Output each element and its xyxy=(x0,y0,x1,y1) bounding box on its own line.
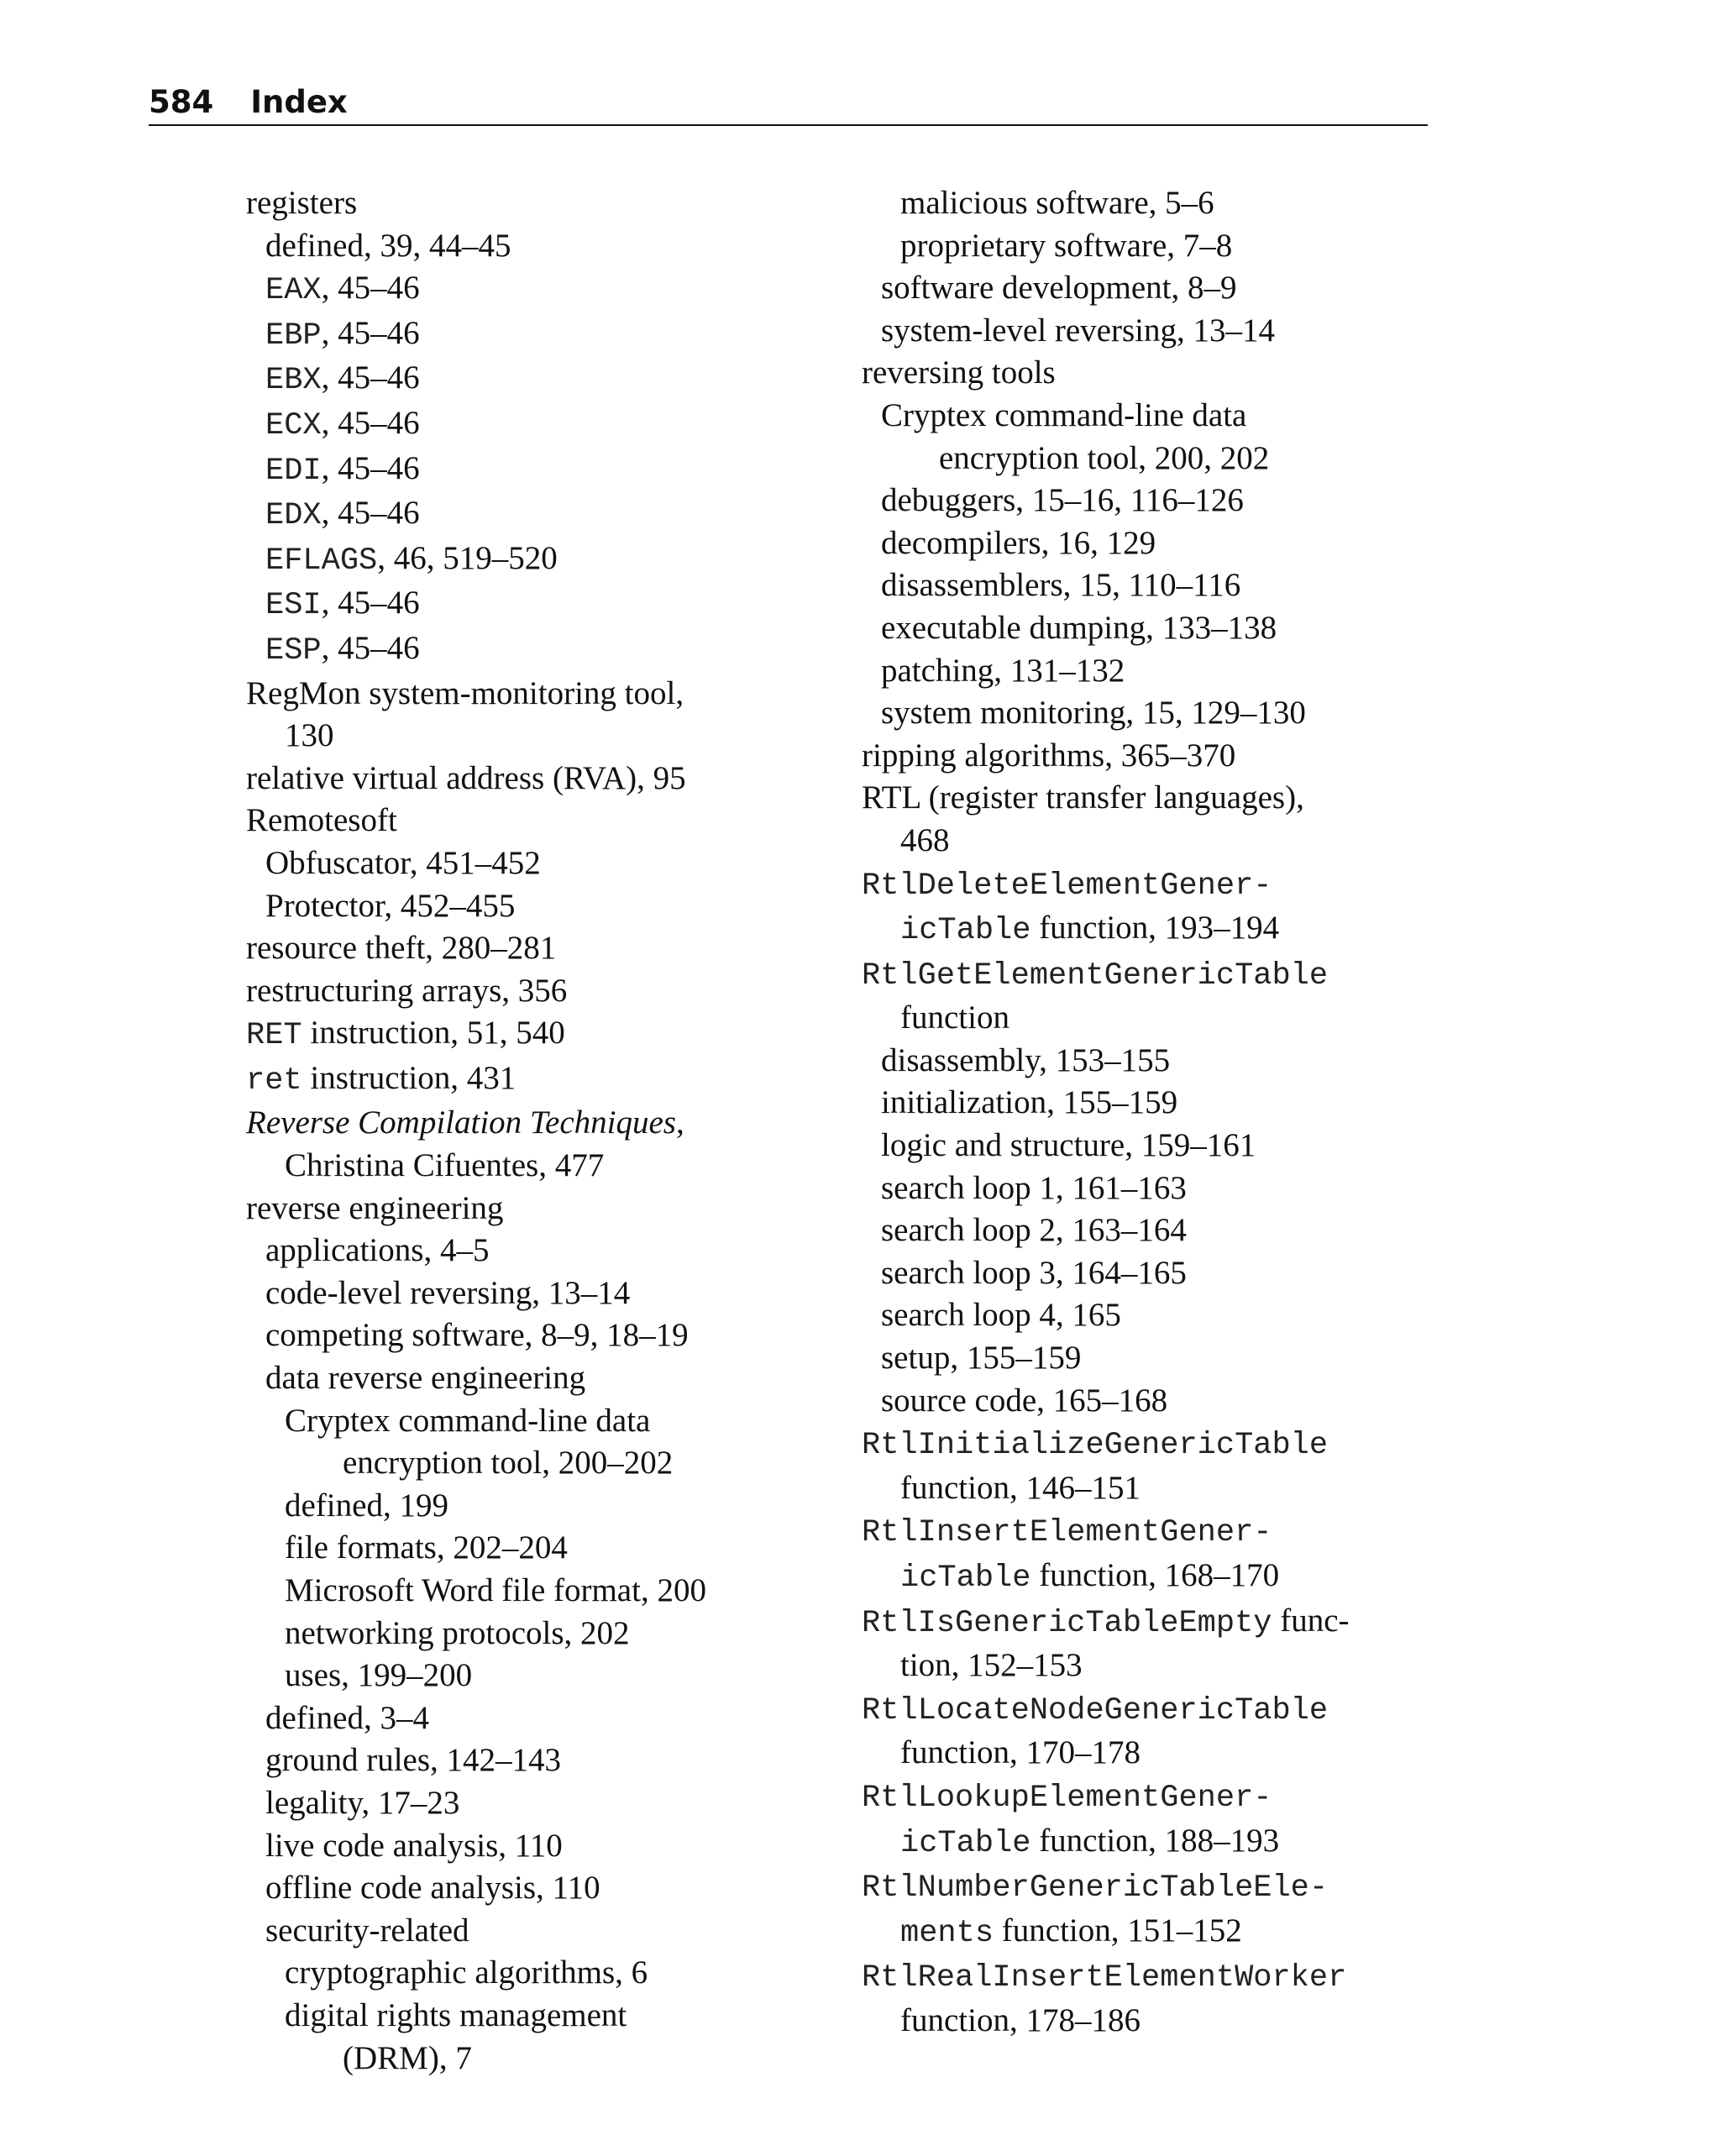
entry-text: Cryptex command-line data xyxy=(881,396,1247,433)
entry-remotesoft-protector xyxy=(246,885,784,928)
entry-text: restructuring arrays, 356 xyxy=(246,972,568,1009)
entry-text: data reverse engineering xyxy=(265,1360,586,1397)
entry-ripping-algorithms xyxy=(862,735,1450,778)
entry-ret-lower xyxy=(246,1057,784,1103)
entry-text: , 45–46 xyxy=(321,449,420,486)
entry-text: software development, 8–9 xyxy=(881,270,1237,307)
code-term: ESI xyxy=(265,588,322,624)
entry-esi xyxy=(246,582,784,627)
entry-text: , 45–46 xyxy=(321,629,420,666)
entry-text: proprietary software, 7–8 xyxy=(900,227,1233,264)
index-column-left xyxy=(246,182,784,2080)
entry-rtl-realinsert-cont xyxy=(862,2000,1450,2043)
code-term: RtlIsGenericTableEmpty xyxy=(862,1605,1272,1641)
code-term: RtlNumberGenericTableEle- xyxy=(862,1870,1329,1907)
entry-reverse-engineering xyxy=(246,1188,784,1230)
entry-rtl xyxy=(862,777,1450,820)
entry-regmon xyxy=(246,673,784,716)
header-rule xyxy=(149,124,1428,126)
entry-text: system monitoring, 15, 129–130 xyxy=(881,695,1306,732)
entry-proprietary-software xyxy=(862,225,1450,268)
code-term: RtlGetElementGenericTable xyxy=(862,957,1329,994)
entry-text: defined, 199 xyxy=(285,1487,448,1524)
code-term: EDI xyxy=(265,453,322,489)
entry-text: source code, 165–168 xyxy=(881,1382,1168,1419)
entry-re-ground-rules xyxy=(246,1739,784,1782)
entry-text: file formats, 202–204 xyxy=(285,1529,568,1566)
entry-text: Cryptex command-line data xyxy=(285,1402,651,1439)
code-term: RET xyxy=(246,1018,302,1054)
entry-edi xyxy=(246,448,784,493)
entry-rt-cryptex-cont xyxy=(862,438,1450,480)
entry-text: code-level reversing, 13–14 xyxy=(265,1274,631,1311)
entry-re-competing xyxy=(246,1314,784,1357)
entry-text: func- xyxy=(1272,1602,1350,1639)
entry-text: live code analysis, 110 xyxy=(265,1827,563,1864)
entry-rtl-get-disassembly xyxy=(862,1040,1450,1083)
code-term: ESP xyxy=(265,632,322,669)
entry-reverse-compilation xyxy=(246,1102,784,1145)
entry-re-code-level xyxy=(246,1272,784,1315)
entry-text: search loop 3, 164–165 xyxy=(881,1254,1187,1291)
entry-text: 468 xyxy=(900,821,950,858)
entry-re-data-word xyxy=(246,1570,784,1613)
entry-rtl-get-logic xyxy=(862,1125,1450,1167)
entry-text: search loop 1, 161–163 xyxy=(881,1169,1187,1206)
entry-text: 130 xyxy=(285,717,334,754)
entry-text: debuggers, 15–16, 116–126 xyxy=(881,482,1244,519)
entry-text: , 46, 519–520 xyxy=(377,539,558,576)
entry-rtl-get-initialization xyxy=(862,1082,1450,1125)
entry-re-data-cryptex xyxy=(246,1400,784,1443)
entry-esp xyxy=(246,627,784,673)
entry-text: competing software, 8–9, 18–19 xyxy=(265,1317,689,1354)
entry-text: reversing tools xyxy=(862,354,1056,391)
entry-text: , 45–46 xyxy=(321,404,420,441)
code-term: RtlLocateNodeGenericTable xyxy=(862,1692,1329,1728)
entry-re-data-defined xyxy=(246,1485,784,1528)
entry-text: logic and structure, 159–161 xyxy=(881,1127,1256,1164)
entry-ecx xyxy=(246,402,784,448)
entry-rtl-locate-cont xyxy=(862,1732,1450,1775)
entry-re-data-networking xyxy=(246,1613,784,1655)
code-term: icTable xyxy=(900,1825,1031,1861)
code-term: ments xyxy=(900,1915,994,1951)
code-term: EDX xyxy=(265,498,322,534)
entry-re-data-cryptex-cont xyxy=(246,1442,784,1485)
entry-text: , 45–46 xyxy=(321,495,420,532)
entry-text: initialization, 155–159 xyxy=(881,1084,1178,1121)
entry-rtl-lookup-cont xyxy=(862,1820,1450,1865)
entry-text: offline code analysis, 110 xyxy=(265,1870,600,1907)
running-header xyxy=(149,84,1428,121)
entry-re-data-file-formats xyxy=(246,1527,784,1570)
entry-rtl-get-search3 xyxy=(862,1252,1450,1295)
entry-text: setup, 155–159 xyxy=(881,1340,1082,1377)
section-title: Index xyxy=(250,84,348,120)
entry-text: ripping algorithms, 365–370 xyxy=(862,737,1236,774)
code-term: icTable xyxy=(900,913,1031,949)
entry-text: tion, 152–153 xyxy=(900,1647,1083,1684)
entry-text: instruction, 51, 540 xyxy=(302,1015,565,1052)
entry-text: search loop 2, 163–164 xyxy=(881,1212,1187,1249)
entry-ebp xyxy=(246,312,784,358)
code-term: icTable xyxy=(900,1561,1031,1596)
entry-text: function, 168–170 xyxy=(1030,1557,1280,1593)
entry-text: patching, 131–132 xyxy=(881,652,1125,689)
entry-re-data-uses xyxy=(246,1655,784,1697)
entry-text: Christina Cifuentes, 477 xyxy=(285,1147,605,1184)
code-term: RtlDeleteElementGener- xyxy=(862,868,1272,904)
entry-rtl-locate xyxy=(862,1687,1450,1733)
code-term: EBX xyxy=(265,363,322,399)
entry-remotesoft xyxy=(246,800,784,842)
entry-text: relative virtual address (RVA), 95 xyxy=(246,759,686,796)
entry-rtl-get-source xyxy=(862,1380,1450,1423)
entry-system-level-reversing xyxy=(862,310,1450,353)
entry-rtl-get-search2 xyxy=(862,1209,1450,1252)
entry-rtl-get-search4 xyxy=(862,1294,1450,1337)
entry-rtl-get-search1 xyxy=(862,1167,1450,1210)
entry-rtl-isempty xyxy=(862,1600,1450,1645)
entry-text: encryption tool, 200–202 xyxy=(343,1445,674,1482)
entry-text: reverse engineering xyxy=(246,1189,504,1226)
entry-rt-system-monitoring xyxy=(862,692,1450,735)
entry-rtl-get xyxy=(862,952,1450,998)
entry-rtl-number xyxy=(862,1865,1450,1910)
entry-rtl-cont xyxy=(862,820,1450,863)
code-term: RtlRealInsertElementWorker xyxy=(862,1960,1347,1996)
entry-rtl-insert-cont xyxy=(862,1555,1450,1600)
entry-text: security-related xyxy=(265,1912,469,1949)
entry-rt-decompilers xyxy=(862,522,1450,565)
entry-text: , xyxy=(676,1104,684,1141)
entry-text: networking protocols, 202 xyxy=(285,1614,630,1651)
entry-reverse-compilation-cont xyxy=(246,1145,784,1188)
entry-text: (DRM), 7 xyxy=(343,2039,472,2076)
entry-registers xyxy=(246,182,784,225)
code-term: RtlLookupElementGener- xyxy=(862,1780,1272,1816)
entry-re-security-drm xyxy=(246,1995,784,2038)
entry-malicious-software xyxy=(862,182,1450,225)
entry-re-legality xyxy=(246,1782,784,1825)
entry-text: RegMon system-monitoring tool, xyxy=(246,674,684,711)
code-term: RtlInsertElementGener- xyxy=(862,1515,1272,1551)
entry-text: , 45–46 xyxy=(321,585,420,622)
entry-re-security xyxy=(246,1910,784,1953)
entry-ebx xyxy=(246,357,784,402)
entry-re-data xyxy=(246,1357,784,1400)
entry-rtl-delete xyxy=(862,863,1450,908)
entry-re-live-code xyxy=(246,1825,784,1868)
entry-text: resource theft, 280–281 xyxy=(246,930,557,967)
entry-eflags xyxy=(246,538,784,583)
entry-rtl-isempty-cont xyxy=(862,1645,1450,1687)
entry-software-development xyxy=(862,267,1450,310)
entry-text: disassembly, 153–155 xyxy=(881,1041,1171,1078)
code-term: EBP xyxy=(265,317,322,354)
entry-text: ground rules, 142–143 xyxy=(265,1742,562,1779)
entry-text: encryption tool, 200, 202 xyxy=(939,439,1270,476)
entry-text: , 45–46 xyxy=(321,314,420,351)
entry-reversing-tools xyxy=(862,352,1450,395)
entry-text: Protector, 452–455 xyxy=(265,887,516,924)
entry-text: system-level reversing, 13–14 xyxy=(881,312,1275,349)
entry-rtl-realinsert xyxy=(862,1954,1450,2000)
entry-text: Microsoft Word file format, 200 xyxy=(285,1572,706,1608)
entry-text: , 45–46 xyxy=(321,270,420,307)
entry-text: function, 170–178 xyxy=(900,1734,1141,1771)
entry-rtl-get-setup xyxy=(862,1337,1450,1380)
entry-text: disassemblers, 15, 110–116 xyxy=(881,567,1241,604)
entry-rt-patching xyxy=(862,650,1450,693)
entry-restructuring-arrays xyxy=(246,970,784,1013)
entry-rtl-initialize-cont xyxy=(862,1467,1450,1510)
entry-text: Remotesoft xyxy=(246,802,397,839)
entry-text: digital rights management xyxy=(285,1996,627,2033)
entry-rtl-get-cont xyxy=(862,997,1450,1040)
entry-rtl-delete-cont xyxy=(862,907,1450,952)
entry-text: defined, 3–4 xyxy=(265,1699,429,1736)
code-term: EFLAGS xyxy=(265,543,378,579)
entry-text: decompilers, 16, 129 xyxy=(881,524,1156,561)
entry-text: uses, 199–200 xyxy=(285,1657,473,1694)
page-number: 584 xyxy=(149,84,214,120)
code-term: RtlInitializeGenericTable xyxy=(862,1428,1329,1464)
entry-regmon-cont xyxy=(246,715,784,758)
entry-re-security-drm-cont xyxy=(246,2038,784,2080)
code-term: ECX xyxy=(265,407,322,443)
entry-resource-theft xyxy=(246,927,784,970)
entry-rt-executable-dumping xyxy=(862,607,1450,650)
entry-re-security-crypto xyxy=(246,1952,784,1995)
entry-text: function, 151–152 xyxy=(994,1912,1242,1949)
entry-text: registers xyxy=(246,185,358,221)
entry-rtl-number-cont xyxy=(862,1910,1450,1955)
code-term: ret xyxy=(246,1062,302,1099)
entry-rt-debuggers xyxy=(862,480,1450,522)
entry-rtl-lookup xyxy=(862,1775,1450,1820)
entry-remotesoft-obfuscator xyxy=(246,842,784,885)
entry-edx xyxy=(246,492,784,538)
entry-text: cryptographic algorithms, 6 xyxy=(285,1954,648,1991)
entry-text: malicious software, 5–6 xyxy=(900,185,1214,221)
entry-text: defined, 39, 44–45 xyxy=(265,227,511,264)
entry-rt-disassemblers xyxy=(862,564,1450,607)
entry-re-offline-code xyxy=(246,1867,784,1910)
entry-re-applications xyxy=(246,1230,784,1272)
entry-text: function xyxy=(900,999,1009,1036)
entry-rtl-insert xyxy=(862,1509,1450,1555)
entry-text: legality, 17–23 xyxy=(265,1784,460,1821)
entry-text: RTL (register transfer languages), xyxy=(862,779,1304,816)
entry-re-defined xyxy=(246,1697,784,1740)
entry-rva xyxy=(246,758,784,800)
entry-text: executable dumping, 133–138 xyxy=(881,609,1277,646)
entry-rt-cryptex xyxy=(862,395,1450,438)
entry-text: search loop 4, 165 xyxy=(881,1297,1121,1334)
entry-registers-defined xyxy=(246,225,784,268)
entry-rtl-initialize xyxy=(862,1422,1450,1467)
index-column-right xyxy=(862,182,1450,2043)
title-term: Reverse Compilation Techniques xyxy=(246,1104,676,1141)
entry-ret-upper xyxy=(246,1012,784,1057)
entry-text: instruction, 431 xyxy=(302,1059,517,1096)
entry-text: , 45–46 xyxy=(321,359,420,396)
entry-text: function, 188–193 xyxy=(1030,1822,1280,1859)
entry-text: applications, 4–5 xyxy=(265,1232,490,1269)
entry-text: function, 193–194 xyxy=(1030,910,1280,947)
entry-text: function, 146–151 xyxy=(900,1469,1141,1506)
code-term: EAX xyxy=(265,273,322,309)
entry-text: Obfuscator, 451–452 xyxy=(265,844,541,881)
entry-eax xyxy=(246,267,784,312)
entry-text: function, 178–186 xyxy=(900,2001,1141,2038)
